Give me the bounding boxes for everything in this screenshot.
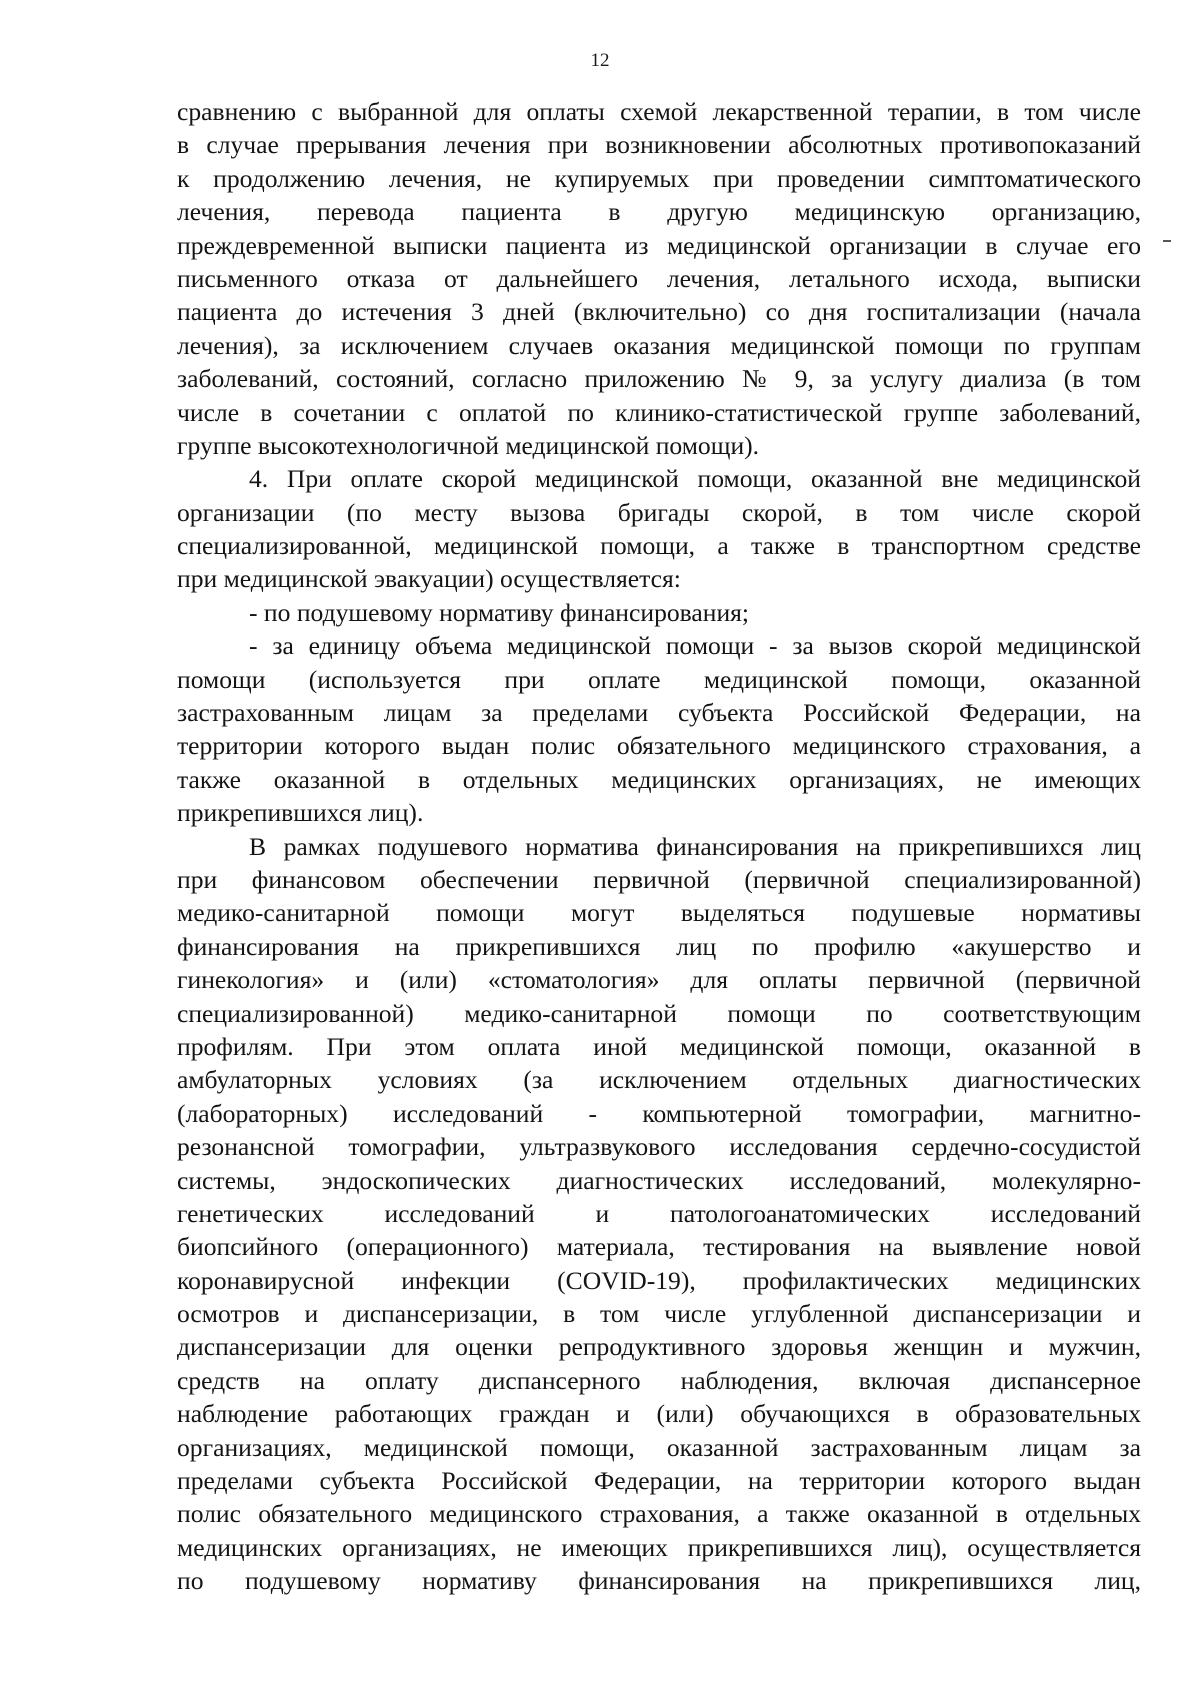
text-line: лечения), за исключением случаев оказания медицинской помощи по группам xyxy=(177,330,1141,360)
text-line: пациента до истечения 3 дней (включительно) со дня госпитализации (начала xyxy=(177,297,1141,327)
text-line: медико-санитарной помощи могут выделяться подушевые нормативы xyxy=(177,898,1141,928)
text-line: при медицинской эвакуации) осуществляется: xyxy=(177,564,681,594)
text-line: сравнению с выбранной для оплаты схемой лекарственной терапии, в том числе xyxy=(177,97,1141,126)
text-line: прикрепившихся лиц). xyxy=(177,798,424,828)
text-line: при финансовом обеспечении первичной (первичной специализированной) xyxy=(177,864,1141,894)
text-line: застрахованным лицам за пределами субъекта Российской Федерации, на xyxy=(177,698,1141,728)
text-line: биопсийного (операционного) материала, тестирования на выявление новой xyxy=(177,1232,1141,1262)
text-line: полис обязательного медицинского страхования, а также оказанной в отдельных xyxy=(177,1499,1141,1529)
text-line: по подушевому нормативу финансирования на прикрепившихся лиц, xyxy=(177,1566,1141,1596)
text-line: системы, эндоскопических диагностических исследований, молекулярно- xyxy=(177,1165,1141,1195)
text-line: финансирования на прикрепившихся лиц по профилю «акушерство и xyxy=(177,931,1141,961)
text-line: осмотров и диспансеризации, в том числе углубленной диспансеризации и xyxy=(177,1299,1141,1329)
page-number: 12 xyxy=(590,50,610,71)
text-line: амбулаторных условиях (за исключением отдельных диагностических xyxy=(177,1065,1141,1095)
text-line: помощи (используется при оплате медицинской помощи, оказанной xyxy=(177,664,1141,694)
text-line: В рамках подушевого норматива финансирования на прикрепившихся лиц xyxy=(249,831,1141,861)
text-line: письменного отказа от дальнейшего лечения, летального исхода, выписки xyxy=(177,263,1141,293)
text-line: (лабораторных) исследований - компьютерной томографии, магнитно- xyxy=(177,1098,1141,1128)
text-line: средств на оплату диспансерного наблюдения, включая диспансерное xyxy=(177,1365,1141,1395)
text-line: гинекология» и (или) «стоматология» для оплаты первичной (первичной xyxy=(177,965,1141,995)
text-line: к продолжению лечения, не купируемых при проведении симптоматического xyxy=(177,163,1141,193)
margin-dash-mark xyxy=(1163,240,1171,242)
text-line: - по подушевому нормативу финансирования; xyxy=(249,597,750,627)
text-line: лечения, перевода пациента в другую медицинскую организацию, xyxy=(177,197,1141,227)
text-line: 4. При оплате скорой медицинской помощи, оказанной вне медицинской xyxy=(249,464,1141,494)
text-line: - за единицу объема медицинской помощи - за вызов скорой медицинской xyxy=(249,631,1141,661)
text-line: заболеваний, состояний, согласно приложению № 9, за услугу диализа (в том xyxy=(177,364,1141,394)
text-line: организациях, медицинской помощи, оказанной застрахованным лицам за xyxy=(177,1432,1141,1462)
text-line: преждевременной выписки пациента из медицинской организации в случае его xyxy=(177,230,1141,260)
text-line: специализированной) медико-санитарной помощи по соответствующим xyxy=(177,998,1141,1028)
text-line: в случае прерывания лечения при возникновении абсолютных противопоказаний xyxy=(177,130,1141,160)
text-line: группе высокотехнологичной медицинской помощи). xyxy=(177,430,760,460)
text-line: организации (по месту вызова бригады скорой, в том числе скорой xyxy=(177,497,1141,527)
text-line: также оказанной в отдельных медицинских организациях, не имеющих xyxy=(177,764,1141,794)
text-line: диспансеризации для оценки репродуктивного здоровья женщин и мужчин, xyxy=(177,1332,1141,1362)
text-line: территории которого выдан полис обязательного медицинского страхования, а xyxy=(177,731,1141,761)
text-line: резонансной томографии, ультразвукового исследования сердечно-сосудистой xyxy=(177,1132,1141,1162)
text-line: медицинских организациях, не имеющих прикрепившихся лиц), осуществляется xyxy=(177,1532,1141,1562)
text-line: генетических исследований и патологоанатомических исследований xyxy=(177,1198,1141,1228)
text-line: пределами субъекта Российской Федерации, на территории которого выдан xyxy=(177,1466,1141,1496)
text-line: числе в сочетании с оплатой по клинико-статистической группе заболеваний, xyxy=(177,397,1141,427)
text-line: специализированной, медицинской помощи, а также в транспортном средстве xyxy=(177,531,1141,561)
text-line: коронавирусной инфекции (COVID-19), профилактических медицинских xyxy=(177,1265,1141,1295)
text-line: наблюдение работающих граждан и (или) обучающихся в образовательных xyxy=(177,1399,1141,1429)
document-body xyxy=(177,95,1141,1598)
text-line: профилям. При этом оплата иной медицинской помощи, оказанной в xyxy=(177,1031,1141,1061)
